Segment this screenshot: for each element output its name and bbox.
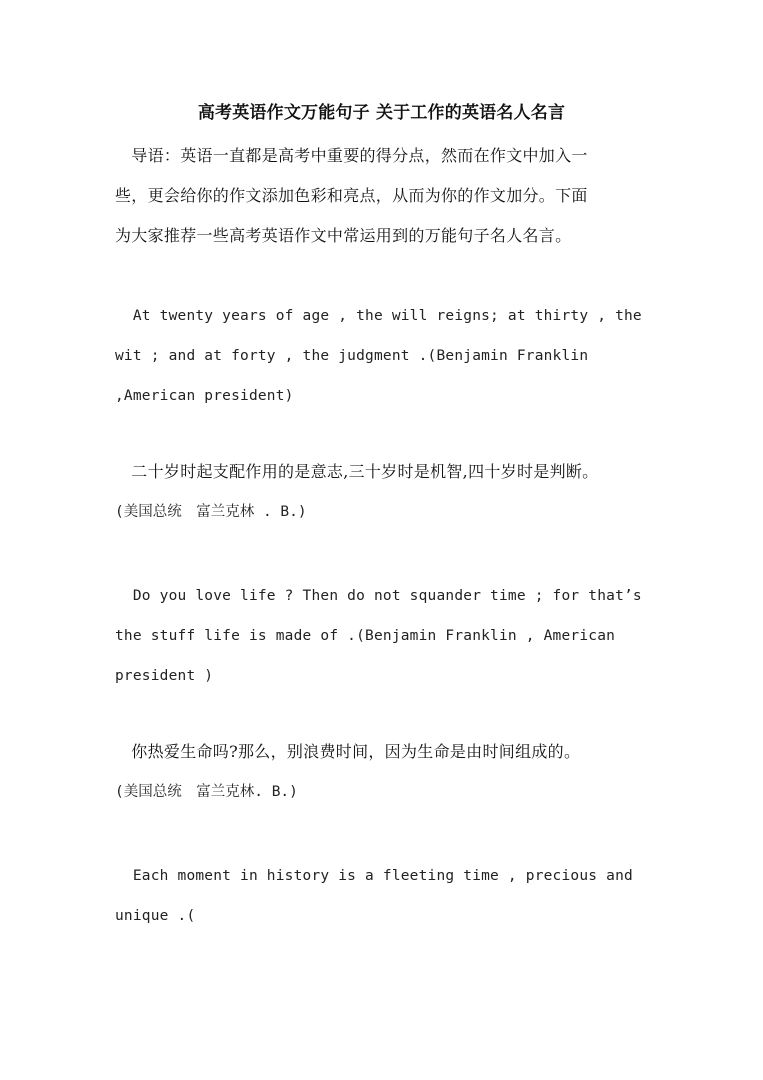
quote-2-attribution: (美国总统 富兰克林. B.)	[115, 784, 298, 800]
intro-paragraph	[115, 136, 655, 256]
quote-2-en-line: president )	[115, 668, 214, 684]
quote-1-english	[115, 296, 655, 416]
quote-3-en-line: unique .(	[115, 908, 196, 924]
quote-1-attribution: (美国总统 富兰克林 . B.)	[115, 504, 307, 520]
quote-3-en-line: Each moment in history is a fleeting time , precious and	[115, 868, 633, 884]
document-title: 高考英语作文万能句子 关于工作的英语名人名言	[197, 103, 566, 123]
intro-line: 导语：英语一直都是高考中重要的得分点，然而在作文中加入一	[115, 146, 588, 165]
intro-line: 为大家推荐一些高考英语作文中常运用到的万能句子名人名言。	[115, 226, 572, 245]
intro-line: 些，更会给你的作文添加色彩和亮点，从而为你的作文加分。下面	[115, 186, 588, 205]
quote-1-en-line: At twenty years of age , the will reigns; at thirty , the	[115, 308, 642, 324]
quote-1-chinese	[115, 452, 655, 532]
quote-1-cn-line: 二十岁时起支配作用的是意志,三十岁时是机智,四十岁时是判断。	[115, 462, 599, 481]
quote-2-chinese	[115, 732, 655, 812]
quote-2-en-line: Do you love life ? Then do not squander time ; for that’s	[115, 588, 642, 604]
quote-3-english	[115, 856, 655, 936]
quote-2-cn-line: 你热爱生命吗?那么，别浪费时间，因为生命是由时间组成的。	[115, 742, 581, 761]
quote-2-english	[115, 576, 655, 696]
quote-1-en-line: wit ; and at forty , the judgment .(Benjamin Franklin	[115, 348, 589, 364]
quote-1-en-line: ,American president)	[115, 388, 294, 404]
quote-2-en-line: the stuff life is made of .(Benjamin Franklin , American	[115, 628, 616, 644]
